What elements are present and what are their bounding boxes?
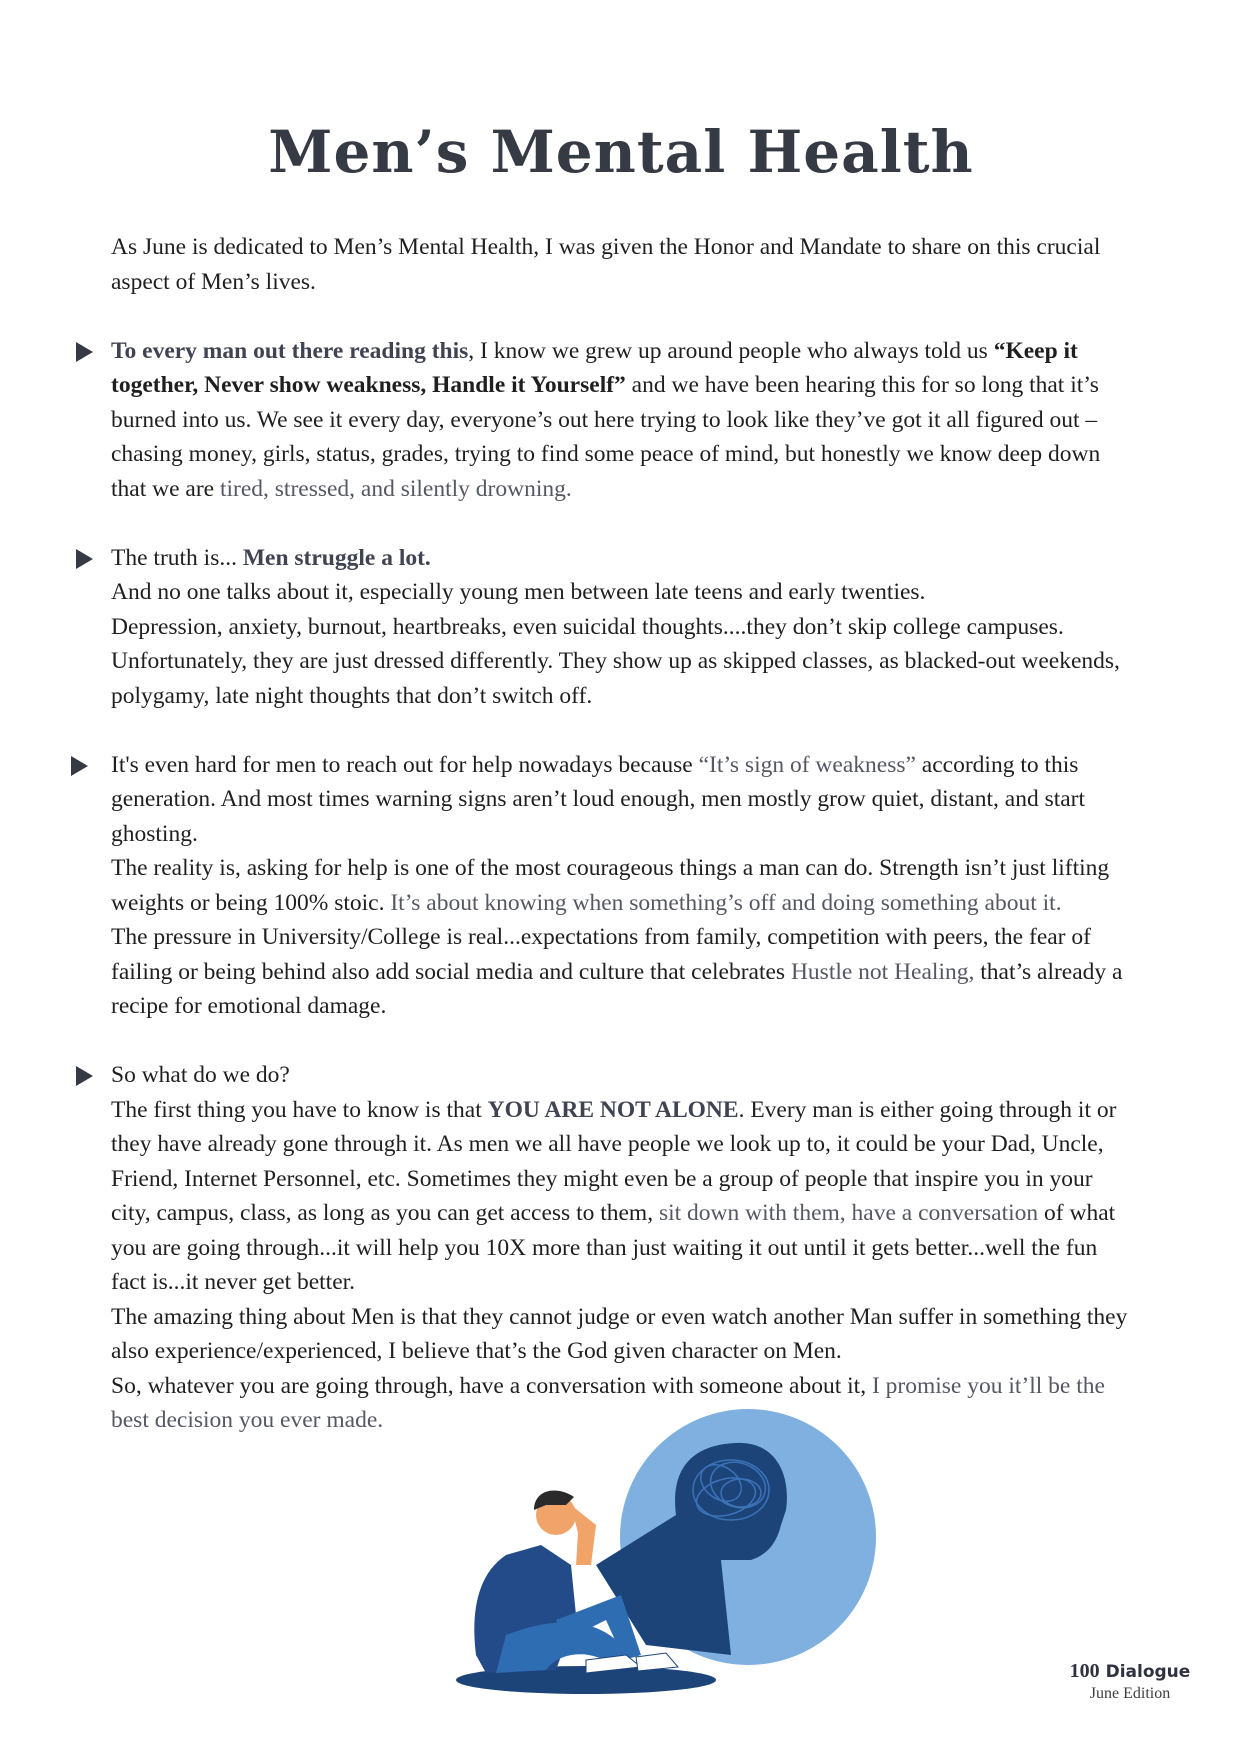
section-2-line-2: And no one talks about it, especially young men between late teens and early twenties. <box>111 579 926 605</box>
text: The first thing you have to know is that <box>111 1096 488 1123</box>
bullet-triangle-icon <box>71 756 88 776</box>
page-title: Men’s Mental Health <box>268 118 974 186</box>
section-1 <box>111 334 1131 507</box>
bullet-triangle-icon <box>76 1066 93 1086</box>
intro-paragraph: As June is dedicated to Men’s Mental Health, I was given the Honor and Mandate to share on this crucial aspect of Men’s lives. <box>111 234 1101 295</box>
text: The reality is, asking for help is one of the most courageous things a man can do. Strength isn’t just lifting weights or being 100% stoic. <box>111 855 1110 916</box>
edition-label: June Edition <box>1089 1685 1171 1702</box>
section-3-quote: “It’s sign of weakness” <box>698 751 916 778</box>
text: that’s already a recipe for emotional damage. <box>111 958 1123 1019</box>
brand-logo <box>1050 1660 1210 1683</box>
section-2 <box>111 541 1131 714</box>
text: , I know we grew up around people who always told us <box>468 337 994 364</box>
brand-name: Dialogue <box>1105 1662 1191 1682</box>
text: It's even hard for men to reach out for help nowadays because <box>111 751 699 778</box>
section-3-muted: It’s about knowing when something’s off and doing something about it. <box>390 889 1062 916</box>
section-4-paragraph-2: The amazing thing about Men is that they cannot judge or even watch another Man suffer in something they also experience/experienced, I believe that’s the God given character on Men. <box>111 1303 1128 1364</box>
section-4 <box>111 1058 1131 1438</box>
section-4-promise: I promise you it’ll be the best decision you ever made. <box>111 1372 1105 1433</box>
section-2-bold: Men struggle a lot. <box>242 544 431 571</box>
section-2-line-3: Depression, anxiety, burnout, heartbreaks, even suicidal thoughts....they don’t skip college campuses. Unfortunately, they are just dressed differently. They show up as skipped classes, as blacked-out weekends, polygamy, late night thoughts that don’t switch off. <box>111 613 1120 709</box>
text: So, whatever you are going through, have a conversation with someone about it, <box>111 1372 872 1399</box>
section-1-quote: “Keep it together, Never show weakness, Handle it Yourself” <box>111 337 1078 398</box>
stressed-man-illustration <box>446 1405 886 1705</box>
section-4-bold: YOU ARE NOT ALONE <box>487 1096 739 1123</box>
text: . Every man is either going through it or they have already gone through it. As men we all have people we look up to, it could be your Dad, Uncle, Friend, Internet Personnel, etc. Sometimes they might even be a group of people that inspire you in your city, campus, class, as long as you can get access to them, <box>111 1096 1117 1226</box>
section-4-muted: sit down with them, have a conversation <box>658 1200 1039 1226</box>
brand-number: 100 <box>1069 1660 1100 1682</box>
footer-brand <box>1050 1660 1210 1703</box>
text: The truth is... <box>111 544 243 571</box>
article-body <box>111 230 1131 1438</box>
bullet-triangle-icon <box>76 549 93 569</box>
text: of what you are going through...it will help you 10X more than just waiting it out until it gets better...well the fun fact is...it never get better. <box>111 1200 1116 1295</box>
text: according to this generation. And most times warning signs aren’t loud enough, men mostly grow quiet, distant, and start ghosting. <box>111 751 1086 847</box>
text: and we have been hearing this for so long that it’s burned into us. We see it every day, everyone’s out here trying to look like they’ve got it all figured out – chasing money, girls, status, grades, trying to find some peace of mind, but honestly we know deep down that we are <box>111 372 1101 502</box>
section-3-hustle: Hustle not Healing, <box>790 958 975 985</box>
section-3 <box>111 748 1131 1024</box>
section-1-lead: To every man out there reading this <box>111 337 469 364</box>
text: The pressure in University/College is real...expectations from family, competition with peers, the fear of failing or being behind also add social media and culture that celebrates <box>111 924 1091 985</box>
bullet-triangle-icon <box>76 342 93 362</box>
section-4-heading: So what do we do? <box>111 1062 290 1088</box>
section-1-muted: tired, stressed, and silently drowning. <box>219 475 572 502</box>
